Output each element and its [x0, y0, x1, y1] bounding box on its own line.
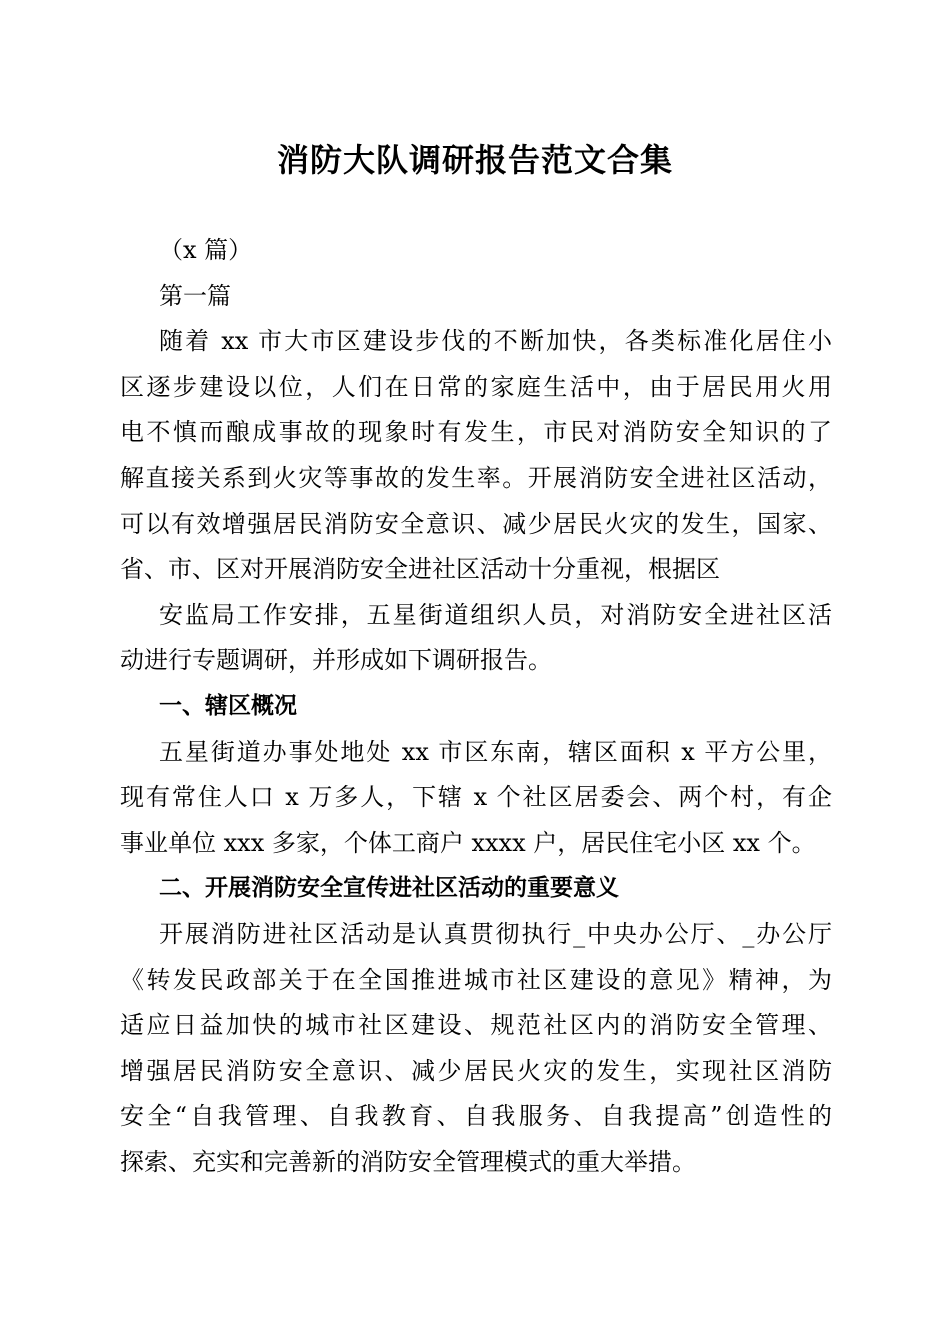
document-title: 消防大队调研报告范文合集: [276, 141, 673, 179]
count-note: （x 篇）: [159, 236, 253, 264]
paragraph-line: 安全“自我管理、自我教育、自我服务、自我提高”创造性的: [120, 1102, 832, 1131]
paragraph-line: 可以有效增强居民消防安全意识、减少居民火灾的发生，国家、: [120, 509, 832, 538]
paragraph-line: 动进行专题调研，并形成如下调研报告。: [120, 646, 552, 675]
intro-continuation-paragraph: [120, 593, 832, 684]
section-heading: 二、开展消防安全宣传进社区活动的重要意义: [159, 875, 619, 902]
paragraph-line: 探索、充实和完善新的消防安全管理模式的重大举措。: [120, 1147, 696, 1176]
paragraph-line: 适应日益加快的城市社区建设、规范社区内的消防安全管理、: [120, 1011, 832, 1040]
paragraph-line: 事业单位 xxx 多家，个体工商户 xxxx 户，居民住宅小区 xx 个。: [120, 828, 816, 857]
document-body: [120, 228, 832, 1185]
paragraph-line: 开展消防进社区活动是认真贯彻执行_中央办公厅、_办公厅: [159, 919, 832, 948]
part-label: 第一篇: [159, 281, 231, 310]
section1-paragraph: [120, 730, 832, 867]
intro-paragraph: [120, 319, 832, 593]
section-heading: 一、辖区概况: [159, 692, 297, 719]
paragraph-line: 解直接关系到火灾等事故的发生率。开展消防安全进社区活动，: [120, 463, 832, 492]
paragraph-line: 现有常住人口 x 万多人，下辖 x 个社区居委会、两个村，有企: [120, 783, 832, 812]
section2-paragraph: [120, 912, 832, 1186]
paragraph-line: 安监局工作安排，五星街道组织人员，对消防安全进社区活: [159, 600, 832, 629]
paragraph-line: 《转发民政部关于在全国推进城市社区建设的意见》精神，为: [120, 965, 832, 994]
paragraph-line: 区逐步建设以位，人们在日常的家庭生活中，由于居民用火用: [120, 372, 832, 401]
paragraph-line: 随着 xx 市大市区建设步伐的不断加快，各类标准化居住小: [159, 327, 832, 356]
paragraph-line: 省、市、区对开展消防安全进社区活动十分重视，根据区: [120, 555, 720, 584]
paragraph-line: 电不慎而酿成事故的现象时有发生，市民对消防安全知识的了: [120, 418, 832, 447]
paragraph-line: 五星街道办事处地处 xx 市区东南，辖区面积 x 平方公里，: [159, 737, 832, 766]
paragraph-line: 增强居民消防安全意识、减少居民火灾的发生，实现社区消防: [120, 1056, 832, 1085]
